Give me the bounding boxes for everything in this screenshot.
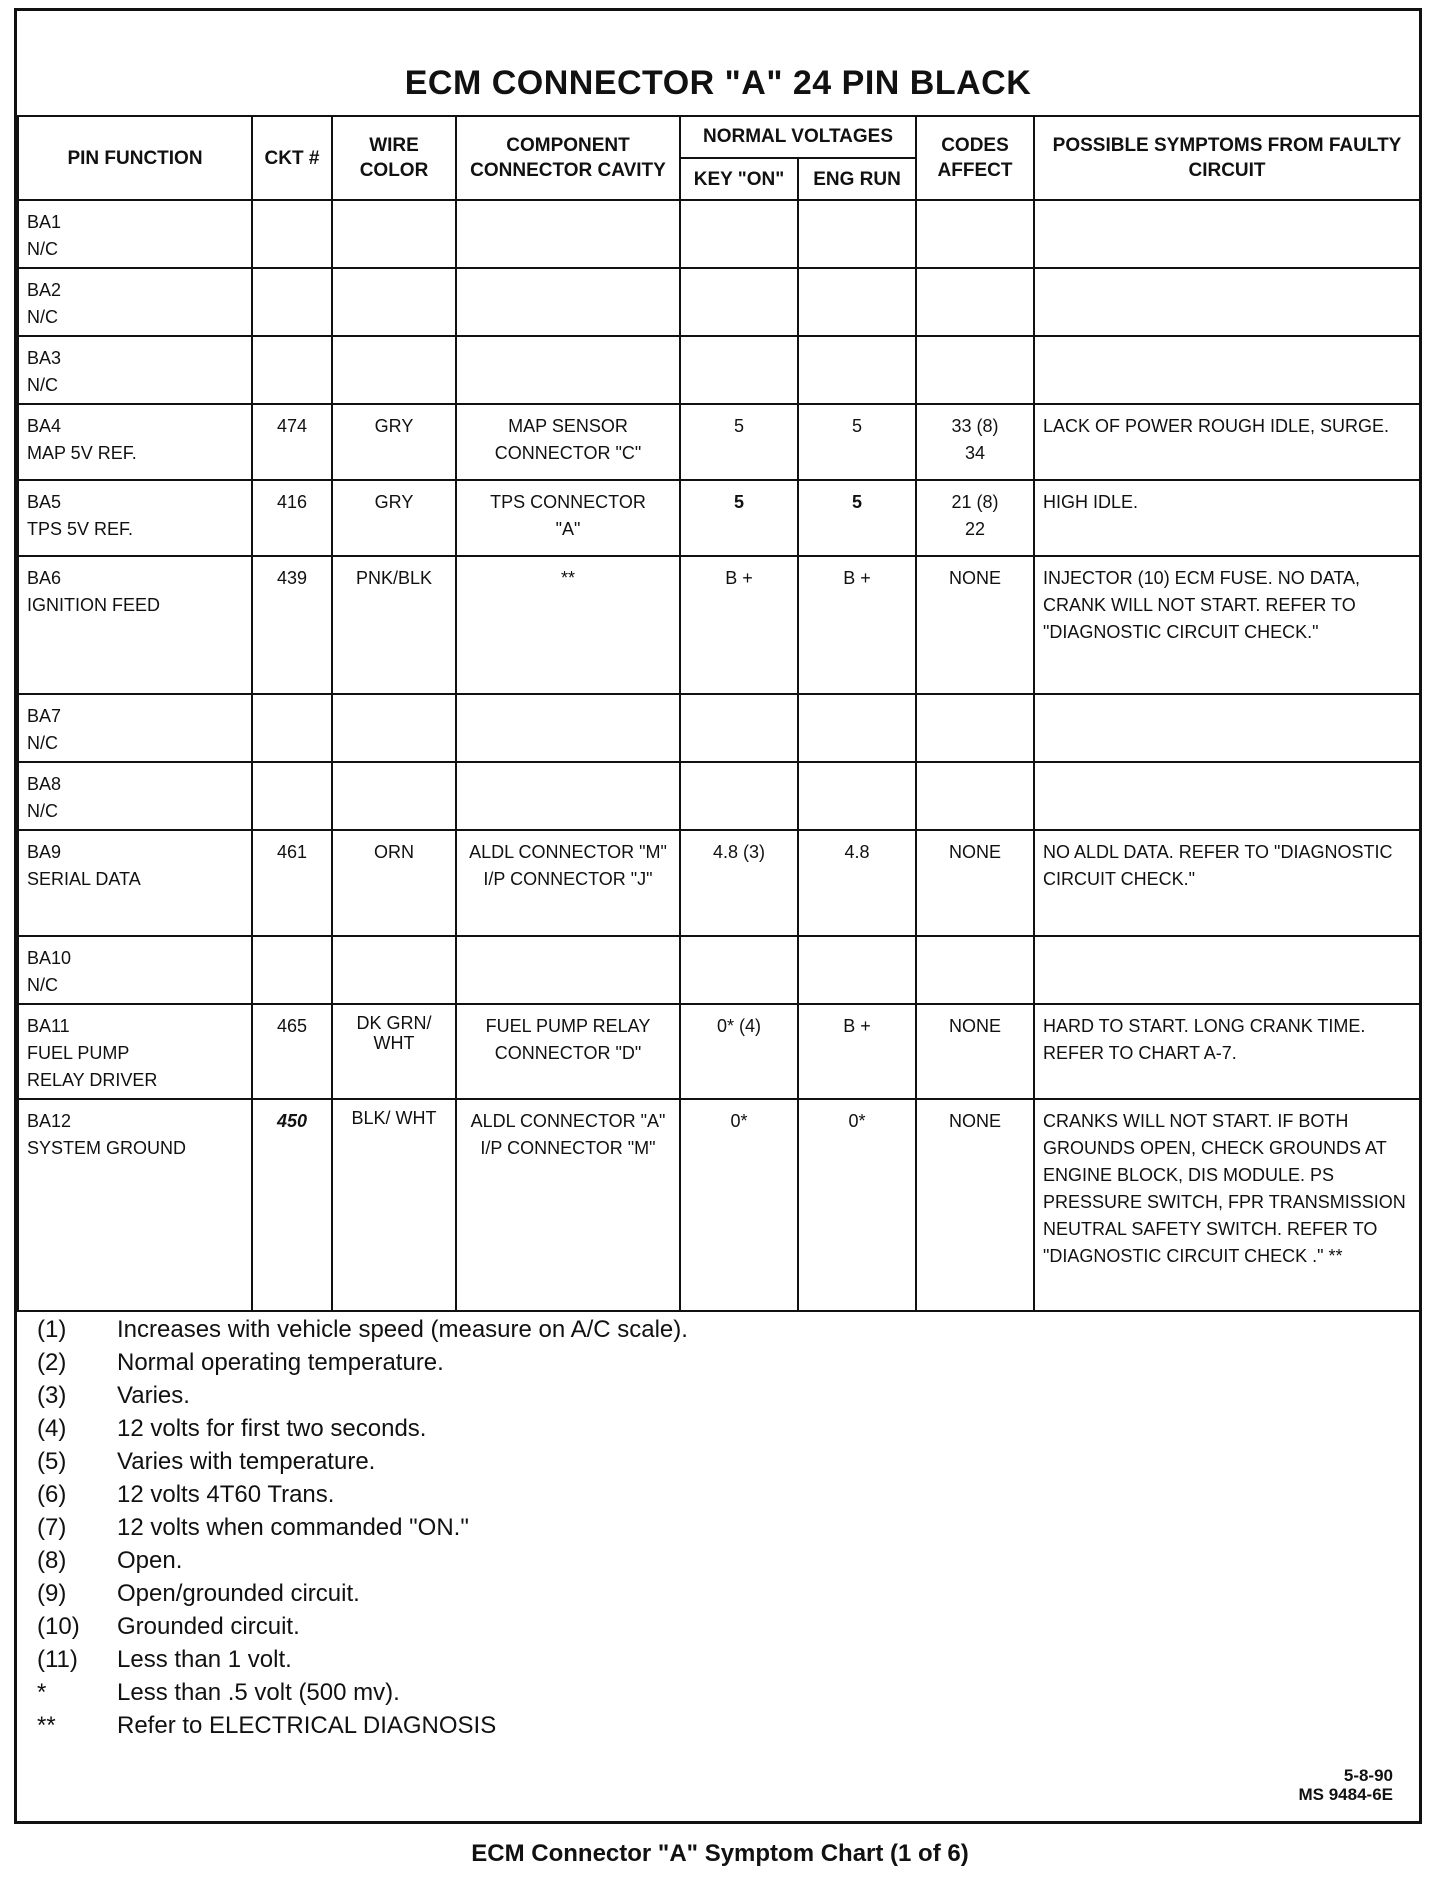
symptoms-cell xyxy=(1034,936,1420,1004)
footnote-key: (6) xyxy=(37,1481,67,1508)
header-symptoms: POSSIBLE SYMPTOMS FROM FAULTY CIRCUIT xyxy=(1034,116,1420,200)
key-on-cell xyxy=(680,268,798,336)
eng-run-cell: B + xyxy=(798,1004,916,1099)
pin-id: BA1 xyxy=(27,212,62,232)
cavity-cell: ** xyxy=(456,556,680,694)
pin-function: TPS 5V REF. xyxy=(27,519,134,539)
footnote-key: (4) xyxy=(37,1415,67,1442)
pin-id: BA9 xyxy=(27,842,62,862)
footnotes xyxy=(37,1313,1337,1742)
footnote-key: (11) xyxy=(37,1646,78,1673)
cavity-cell xyxy=(456,936,680,1004)
ckt-cell: 465 xyxy=(252,1004,332,1099)
pin-id: BA5 xyxy=(27,492,62,512)
key-on-cell xyxy=(680,762,798,830)
footnote-text: Open/grounded circuit. xyxy=(117,1580,360,1607)
pin-function: N/C xyxy=(27,733,58,753)
pin-cell xyxy=(18,404,252,480)
footnote-text: Open. xyxy=(117,1547,183,1574)
key-on-cell: 4.8 (3) xyxy=(680,830,798,936)
codes-cell: NONE xyxy=(916,556,1034,694)
key-on-cell xyxy=(680,694,798,762)
footnote xyxy=(37,1478,1337,1511)
pin-cell xyxy=(18,1004,252,1099)
pin-cell xyxy=(18,200,252,268)
header-codes-affect: CODES AFFECT xyxy=(916,116,1034,200)
codes-cell xyxy=(916,336,1034,404)
pin-id: BA4 xyxy=(27,416,62,436)
header-ckt: CKT # xyxy=(252,116,332,200)
footnote-key: (3) xyxy=(37,1382,67,1409)
pin-function: N/C xyxy=(27,375,58,395)
pin-cell xyxy=(18,1099,252,1311)
pin-id: BA10 xyxy=(27,948,72,968)
footnote xyxy=(37,1643,1337,1676)
eng-run-cell xyxy=(798,694,916,762)
codes-cell xyxy=(916,268,1034,336)
pin-function: FUEL PUMP RELAY DRIVER xyxy=(27,1043,158,1090)
cavity-cell xyxy=(456,762,680,830)
footnote-text: 12 volts 4T60 Trans. xyxy=(117,1481,335,1508)
header-eng-run: ENG RUN xyxy=(798,158,916,200)
wire-cell xyxy=(332,762,456,830)
cavity-cell: MAP SENSOR CONNECTOR "C" xyxy=(456,404,680,480)
cavity-cell xyxy=(456,268,680,336)
symptoms-cell xyxy=(1034,762,1420,830)
symptoms-cell: NO ALDL DATA. REFER TO "DIAGNOSTIC CIRCUIT CHECK." xyxy=(1034,830,1420,936)
wire-cell: ORN xyxy=(332,830,456,936)
footnote xyxy=(37,1577,1337,1610)
table-row xyxy=(18,480,1420,556)
table-row xyxy=(18,694,1420,762)
pin-function: IGNITION FEED xyxy=(27,595,161,615)
eng-run-cell xyxy=(798,336,916,404)
ckt-cell: 474 xyxy=(252,404,332,480)
ckt-cell xyxy=(252,268,332,336)
symptoms-cell: CRANKS WILL NOT START. IF BOTH GROUNDS OPEN, CHECK GROUNDS AT ENGINE BLOCK, DIS MODULE. PS PRESSURE SWITCH, FPR TRANSMISSION NEUTRAL SAFETY SWITCH. REFER TO "DIAGNOSTIC CIRCUIT CHECK ." ** xyxy=(1034,1099,1420,1311)
table-row xyxy=(18,762,1420,830)
pin-id: BA11 xyxy=(27,1016,70,1036)
pin-function: N/C xyxy=(27,801,58,821)
pin-cell xyxy=(18,556,252,694)
wire-cell: BLK/ WHT xyxy=(332,1099,456,1311)
doc-date: 5-8-90 xyxy=(1343,1766,1393,1785)
symptoms-cell: HIGH IDLE. xyxy=(1034,480,1420,556)
symptoms-cell xyxy=(1034,268,1420,336)
footnote-key: (1) xyxy=(37,1316,67,1343)
pin-function: SYSTEM GROUND xyxy=(27,1138,187,1158)
footnote-text: Less than .5 volt (500 mv). xyxy=(117,1679,400,1706)
footnote-key: (8) xyxy=(37,1547,67,1574)
pin-cell xyxy=(18,762,252,830)
pin-id: BA8 xyxy=(27,774,62,794)
eng-run-cell: 0* xyxy=(798,1099,916,1311)
footnote xyxy=(37,1511,1337,1544)
footnote xyxy=(37,1412,1337,1445)
ckt-cell: 416 xyxy=(252,480,332,556)
eng-run-cell xyxy=(798,762,916,830)
footnote-key: ** xyxy=(37,1712,56,1739)
footnote-text: Grounded circuit. xyxy=(117,1613,300,1640)
footnote-key: (10) xyxy=(37,1613,80,1640)
table-row xyxy=(18,200,1420,268)
codes-cell xyxy=(916,936,1034,1004)
doc-number: MS 9484-6E xyxy=(1298,1785,1393,1804)
key-on-cell xyxy=(680,200,798,268)
cavity-cell: FUEL PUMP RELAY CONNECTOR "D" xyxy=(456,1004,680,1099)
pin-id: BA6 xyxy=(27,568,62,588)
header-wire-color: WIRE COLOR xyxy=(332,116,456,200)
figure-caption: ECM Connector "A" Symptom Chart (1 of 6) xyxy=(471,1840,969,1867)
ckt-cell: 439 xyxy=(252,556,332,694)
footnote-text: Increases with vehicle speed (measure on A/C scale). xyxy=(117,1316,688,1343)
table-row xyxy=(18,404,1420,480)
footnote-text: Varies. xyxy=(117,1382,190,1409)
eng-run-cell xyxy=(798,936,916,1004)
footnote xyxy=(37,1676,1337,1709)
key-on-cell: 5 xyxy=(680,480,798,556)
key-on-cell: 0* xyxy=(680,1099,798,1311)
eng-run-cell: B + xyxy=(798,556,916,694)
footnote-key: * xyxy=(37,1679,47,1706)
header-normal-voltages: NORMAL VOLTAGES xyxy=(680,116,916,158)
table-row xyxy=(18,1004,1420,1099)
table-row xyxy=(18,268,1420,336)
footnote-text: Varies with temperature. xyxy=(117,1448,376,1475)
footnote xyxy=(37,1544,1337,1577)
pin-cell xyxy=(18,336,252,404)
footnote-text: 12 volts for first two seconds. xyxy=(117,1415,427,1442)
eng-run-cell xyxy=(798,200,916,268)
symptoms-cell xyxy=(1034,200,1420,268)
eng-run-cell: 5 xyxy=(798,404,916,480)
codes-cell: 21 (8) 22 xyxy=(916,480,1034,556)
symptoms-cell xyxy=(1034,694,1420,762)
cavity-cell: ALDL CONNECTOR "M" I/P CONNECTOR "J" xyxy=(456,830,680,936)
wire-cell xyxy=(332,200,456,268)
pin-function: N/C xyxy=(27,975,58,995)
footnote-text: Refer to ELECTRICAL DIAGNOSIS xyxy=(117,1712,497,1739)
wire-cell xyxy=(332,268,456,336)
ckt-cell xyxy=(252,762,332,830)
document-frame xyxy=(14,8,1422,1824)
codes-cell xyxy=(916,200,1034,268)
connector-table xyxy=(17,115,1421,1312)
footnote-text: Less than 1 volt. xyxy=(117,1646,292,1673)
footnote xyxy=(37,1610,1337,1643)
table-row xyxy=(18,830,1420,936)
cavity-cell xyxy=(456,694,680,762)
table-row xyxy=(18,936,1420,1004)
wire-cell xyxy=(332,694,456,762)
key-on-cell: 5 xyxy=(680,404,798,480)
footnote-key: (9) xyxy=(37,1580,67,1607)
wire-cell xyxy=(332,336,456,404)
document-code xyxy=(1299,1766,1394,1804)
ckt-cell: 461 xyxy=(252,830,332,936)
header-pin-function: PIN FUNCTION xyxy=(18,116,252,200)
pin-cell xyxy=(18,936,252,1004)
wire-cell: GRY xyxy=(332,404,456,480)
eng-run-cell xyxy=(798,268,916,336)
pin-function: SERIAL DATA xyxy=(27,869,141,889)
codes-cell: NONE xyxy=(916,1099,1034,1311)
footnote-key: (5) xyxy=(37,1448,67,1475)
wire-cell: GRY xyxy=(332,480,456,556)
cavity-cell xyxy=(456,336,680,404)
codes-cell: 33 (8) 34 xyxy=(916,404,1034,480)
codes-cell xyxy=(916,694,1034,762)
ckt-cell xyxy=(252,336,332,404)
ckt-cell xyxy=(252,200,332,268)
ckt-cell: 450 xyxy=(252,1099,332,1311)
symptoms-cell xyxy=(1034,336,1420,404)
header-key-on: KEY "ON" xyxy=(680,158,798,200)
key-on-cell: 0* (4) xyxy=(680,1004,798,1099)
pin-function: MAP 5V REF. xyxy=(27,443,137,463)
symptoms-cell: HARD TO START. LONG CRANK TIME. REFER TO CHART A-7. xyxy=(1034,1004,1420,1099)
footnote-text: 12 volts when commanded "ON." xyxy=(117,1514,469,1541)
codes-cell xyxy=(916,762,1034,830)
pin-cell xyxy=(18,480,252,556)
eng-run-cell: 5 xyxy=(798,480,916,556)
wire-cell: PNK/BLK xyxy=(332,556,456,694)
ckt-cell xyxy=(252,936,332,1004)
ckt-cell xyxy=(252,694,332,762)
pin-id: BA2 xyxy=(27,280,62,300)
symptoms-cell: INJECTOR (10) ECM FUSE. NO DATA, CRANK WILL NOT START. REFER TO "DIAGNOSTIC CIRCUIT CHECK." xyxy=(1034,556,1420,694)
table-row xyxy=(18,556,1420,694)
pin-cell xyxy=(18,268,252,336)
footnote xyxy=(37,1445,1337,1478)
pin-cell xyxy=(18,830,252,936)
key-on-cell xyxy=(680,336,798,404)
key-on-cell: B + xyxy=(680,556,798,694)
cavity-cell xyxy=(456,200,680,268)
codes-cell: NONE xyxy=(916,1004,1034,1099)
cavity-cell: ALDL CONNECTOR "A" I/P CONNECTOR "M" xyxy=(456,1099,680,1311)
symptoms-cell: LACK OF POWER ROUGH IDLE, SURGE. xyxy=(1034,404,1420,480)
footnote-key: (7) xyxy=(37,1514,67,1541)
footnote xyxy=(37,1379,1337,1412)
pin-id: BA12 xyxy=(27,1111,72,1131)
header-component-cavity: COMPONENT CONNECTOR CAVITY xyxy=(456,116,680,200)
pin-id: BA7 xyxy=(27,706,62,726)
wire-cell: DK GRN/ WHT xyxy=(332,1004,456,1099)
footnote xyxy=(37,1346,1337,1379)
table-row xyxy=(18,336,1420,404)
cavity-cell: TPS CONNECTOR "A" xyxy=(456,480,680,556)
footnote xyxy=(37,1313,1337,1346)
wire-cell xyxy=(332,936,456,1004)
key-on-cell xyxy=(680,936,798,1004)
footnote-text: Normal operating temperature. xyxy=(117,1349,444,1376)
codes-cell: NONE xyxy=(916,830,1034,936)
pin-id: BA3 xyxy=(27,348,62,368)
eng-run-cell: 4.8 xyxy=(798,830,916,936)
footnote xyxy=(37,1709,1337,1742)
pin-function: N/C xyxy=(27,239,58,259)
pin-cell xyxy=(18,694,252,762)
chart-title: ECM CONNECTOR "A" 24 PIN BLACK xyxy=(404,64,1032,102)
pin-function: N/C xyxy=(27,307,58,327)
table-row xyxy=(18,1099,1420,1311)
footnote-key: (2) xyxy=(37,1349,67,1376)
